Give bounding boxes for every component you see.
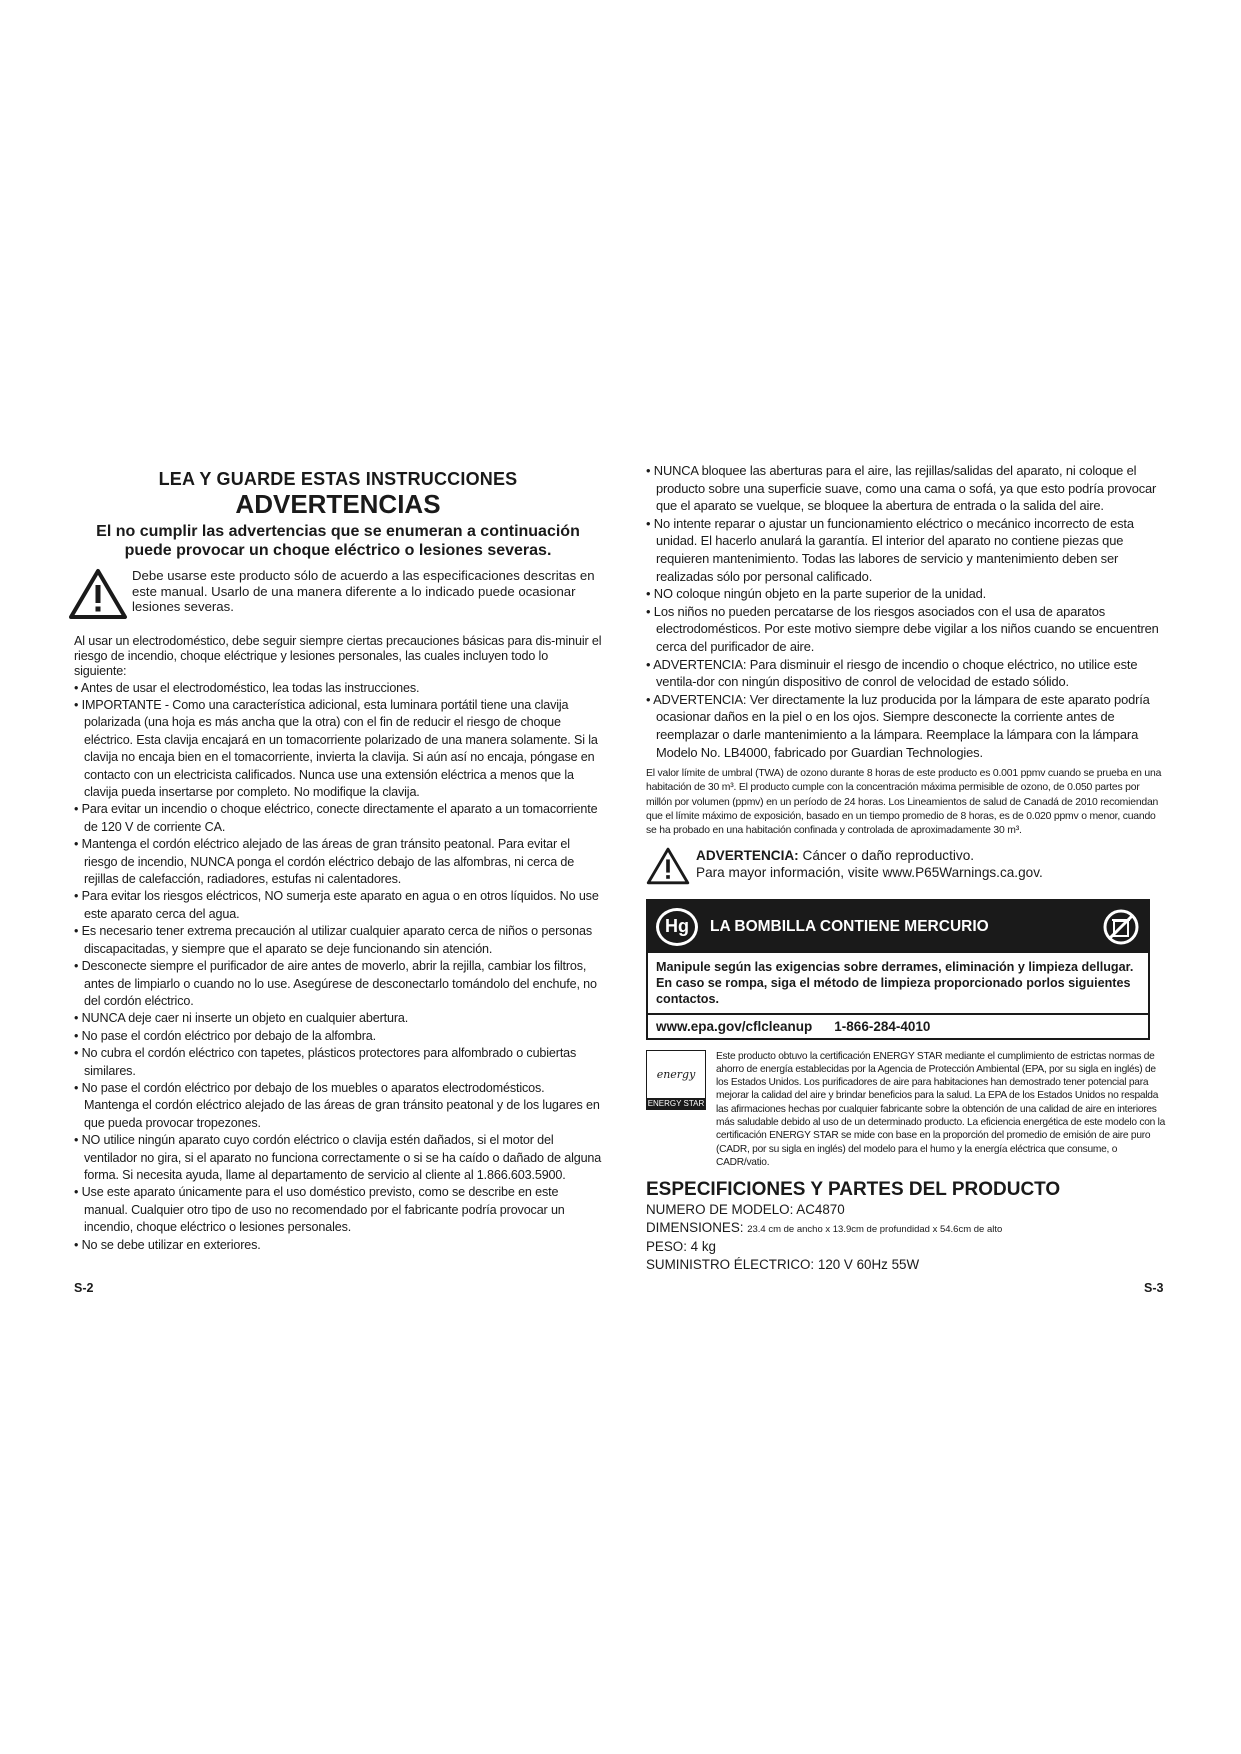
warning-triangle-icon <box>68 568 128 620</box>
prop65-link-text: Para mayor información, visite www.P65Warnings.ca.gov. <box>696 864 1043 880</box>
spec-dimensions-value: 23.4 cm de ancho x 13.9cm de profundidad x 54.6cm de alto <box>747 1223 1003 1235</box>
safety-list <box>74 680 602 1254</box>
prop65-text: Cáncer o daño reproductivo. <box>798 847 975 863</box>
list-item: • Para evitar un incendio o choque eléctrico, conecte directamente el aparato a un tomacorriente de 120 V de corriente CA. <box>74 801 602 836</box>
hg-icon: Hg <box>656 908 698 946</box>
spec-power <box>646 1256 1166 1274</box>
warnings-title: ADVERTENCIAS <box>235 489 441 519</box>
prop65-label: ADVERTENCIA: <box>696 847 799 863</box>
spec-power-label: SUMINISTRO ÉLECTRICO: <box>646 1256 818 1272</box>
intro-paragraph: Al usar un electrodoméstico, debe seguir siempre ciertas precauciones básicas para dis-minuir el riesgo de incendio, choque eléctrique y lesiones personales, las cuales incluyen todo lo siguiente: <box>74 634 602 679</box>
left-page <box>74 462 602 1254</box>
warning-triangle-icon <box>646 847 690 885</box>
warning-text: Debe usarse este producto sólo de acuerdo a las especificaciones descritas en este manual. Usarlo de una manera diferente a lo indicado puede ocasionar lesiones severas. <box>132 568 595 614</box>
spec-dimensions-label: DIMENSIONES: <box>646 1219 748 1235</box>
specs-title: ESPECIFICIONES Y PARTES DEL PRODUCTO <box>646 1179 1061 1201</box>
list-item: • NUNCA bloquee las aberturas para el aire, las rejillas/salidas del aparato, ni coloque el producto sobre una superficie suave, como una cama o sofá, ya que esto podría provocar que el aparato se vuelque, se bloquee la abertura de entrada o la salida del aire. <box>646 462 1166 515</box>
list-item: • Mantenga el cordón eléctrico alejado de las áreas de gran tránsito peatonal. Para evitar el riesgo de incendio, NUNCA ponga el cordón eléctrico debajo de las alfombras, ni cerca de rejillas de calefacción, radiadores, estufas ni calentadores. <box>74 836 602 888</box>
list-item: • Los niños no pueden percatarse de los riesgos asociados con el usa de aparatos electrodomésticos. Por este motivo siempre debe vigilar a los niños cuando se encuentren cerca del purificador de aire. <box>646 603 1166 656</box>
energy-star-text: Este producto obtuvo la certificación ENERGY STAR mediante el cumplimiento de estrictas normas de ahorro de energía establecidas por la Agencia de Protección Ambiental (EPA, por su sigla en inglés) de los Estados Unidos. Los purificadores de aire para habitaciones han demostrado tener potencial para mejorar la calidad del aire y brindar beneficios para la salud. La EPA de los Estados Unidos no respalda las afirmaciones hechas por cualquier fabricante sobre la obtención de una calidad de aire en interiores más saludable debido al uso de un determinado producto. La eficiencia energética de este modelo con la certificación ENERGY STAR se mide con base en la proporción del promedio de emisión de aire puro (CADR, por su sigla en inglés) del modelo para el humo y la energía eléctrica que consume, o CADR/vatio. <box>716 1050 1166 1168</box>
page-heading: LEA Y GUARDE ESTAS INSTRUCCIONES <box>158 469 518 489</box>
energy-star-icon: energy <box>656 1067 696 1081</box>
warnings-subtitle-line2: puede provocar un choque eléctrico o lesiones severas. <box>124 542 552 559</box>
list-item: • No cubra el cordón eléctrico con tapetes, plásticos protectores para alfombrado o cubiertas similares. <box>74 1045 602 1080</box>
list-item: • Desconecte siempre el purificador de aire antes de moverlo, abrir la rejilla, cambiar los filtros, antes de limpiarlo o cuando no lo use. Asegúrese de desconectarlo tomándolo del enchufe, no del cordón eléctrico. <box>74 958 602 1010</box>
mercury-instructions: Manipule según las exigencias sobre derrames, eliminación y limpieza dellugar. En caso se rompa, siga el método de limpieza proporcionado porlos siguientes contactos. <box>648 953 1148 1015</box>
page-number-right: S-3 <box>1144 1281 1164 1295</box>
spec-model <box>646 1201 1166 1219</box>
mercury-title: LA BOMBILLA CONTIENE MERCURIO <box>710 917 989 935</box>
cleanup-url[interactable]: www.epa.gov/cflcleanup <box>656 1018 813 1034</box>
ozone-note: El valor límite de umbral (TWA) de ozono durante 8 horas de este producto es 0.001 ppmv cuando se prueba en una habitación de 30 m³. El producto cumple con la concentración máxima permisible de ozono, de 0.050 partes por millón por volumen (ppmv) en un período de 24 horas. Los Lineamientos de salud de Canadá de 2010 recomiendan que el límite máximo de exposición, basado en un tiempo promedio de 8 horas, es de 0.020 ppmv o menor, cuando se ha probado en una habitación confinada y controlada de aproximadamente 30 m³. <box>646 768 1162 837</box>
list-item: • ADVERTENCIA: Ver directamente la luz producida por la lámpara de este aparato podría ocasionar daños en la piel o en los ojos. Siempre desconecte la corriente antes de reemplazar o darle mantenimiento a la lámpara. Reemplace la lámpara con la lámpara Modelo No. LB4000, fabricado por Guardian Technologies. <box>646 691 1166 761</box>
list-item: • ADVERTENCIA: Para disminuir el riesgo de incendio o choque eléctrico, no utilice este ventila-dor con ningún dispositivo de conrol de velocidad de estado sólido. <box>646 656 1166 691</box>
spec-power-value: 120 V 60Hz 55W <box>817 1256 920 1272</box>
spec-model-label: NUMERO DE MODELO: <box>646 1202 797 1218</box>
spec-dimensions <box>646 1219 1166 1239</box>
energy-star-logo <box>646 1050 706 1110</box>
energy-star-section <box>646 1050 1166 1170</box>
warnings-subtitle-line1: El no cumplir las advertencias que se enumeran a continuación <box>96 523 580 540</box>
list-item: • Es necesario tener extrema precaución al utilizar cualquier aparato cerca de niños o personas discapacitadas, y siempre que el aparato se deje funcionando sin atención. <box>74 923 602 958</box>
list-item: • NO utilice ningún aparato cuyo cordón eléctrico o clavija estén dañados, si el motor del ventilador no gira, si el aparato no funciona correctamente o si se ha caído o dañado de alguna forma. Si necesita ayuda, llame al departamento de servicio al cliente al 1.866.603.5900. <box>74 1132 602 1184</box>
list-item: • Antes de usar el electrodoméstico, lea todas las instrucciones. <box>74 680 602 697</box>
no-trash-bin-icon <box>1102 908 1140 946</box>
list-item: • Use este aparato únicamente para el uso doméstico previsto, como se describe en este manual. Cualquier otro tipo de uso no recomendado por el fabricante podría provocar un incendio, choque eléctrico o lesiones personales. <box>74 1184 602 1236</box>
list-item: • No pase el cordón eléctrico por debajo de la alfombra. <box>74 1028 602 1045</box>
list-item: • NUNCA deje caer ni inserte un objeto en cualquier abertura. <box>74 1010 602 1027</box>
list-item: • IMPORTANTE - Como una característica adicional, esta luminara portátil tiene una clavija polarizada (una hoja es más ancha que la otra) con el fin de reducir el riesgo de choque eléctrico. Esta clavija encajará en un tomacorriente polarizado de una manera solamente. Si la clavija no encaja bien en el tomacorriente, invierta la clavija. Si aún así no encaja, póngase en contacto con un electricista calificados. Nunca use una extensión eléctrica a menos que la clavija pueda insertarse por completo. No modifique la clavija. <box>74 697 602 801</box>
spec-weight-label: PESO: <box>646 1239 691 1255</box>
spec-model-value: AC4870 <box>796 1202 845 1218</box>
list-item: • No intente reparar o ajustar un funcionamiento eléctrico o mecánico incorrecto de esta unidad. El hacerlo anulará la garantía. El interior del aparato no contiene piezas que requieren mantenimiento. Todas las labores de servicio y mantenimiento deben ser realizadas sólo por personal calificado. <box>646 515 1166 585</box>
spec-weight-value: 4 kg <box>690 1239 716 1255</box>
list-item: • No se debe utilizar en exteriores. <box>74 1237 602 1254</box>
safety-list-continued <box>646 462 1166 761</box>
mercury-contacts <box>648 1015 1148 1038</box>
right-page <box>646 462 1166 1273</box>
prop65-warning <box>646 847 1166 885</box>
mercury-header <box>648 901 1148 953</box>
mercury-notice <box>646 899 1150 1040</box>
list-item: • No pase el cordón eléctrico por debajo de los muebles o aparatos electrodomésticos. Mantenga el cordón eléctrico alejado de las áreas de gran tránsito peatonal y de los lugares en que pueda provocar tropezones. <box>74 1080 602 1132</box>
spec-weight <box>646 1238 1166 1256</box>
energy-star-label: ENERGY STAR <box>647 1098 705 1108</box>
warning-notice <box>68 568 602 620</box>
list-item: • NO coloque ningún objeto en la parte superior de la unidad. <box>646 585 1166 603</box>
list-item: • Para evitar los riesgos eléctricos, NO sumerja este aparato en agua o en otros líquidos. No use este aparato cerca del agua. <box>74 888 602 923</box>
cleanup-phone: 1-866-284-4010 <box>834 1018 931 1034</box>
page-number-left: S-2 <box>74 1281 94 1295</box>
